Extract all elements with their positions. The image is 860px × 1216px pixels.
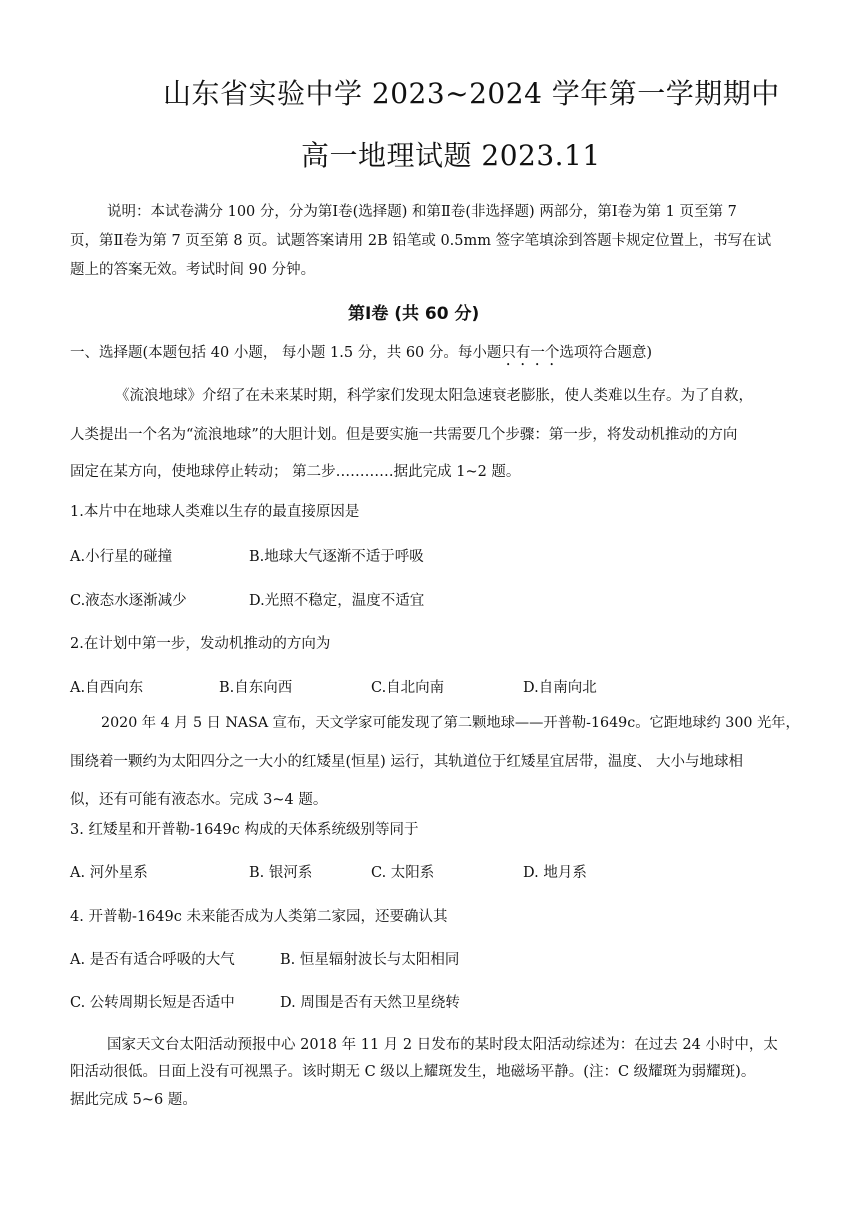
instructions-emphasis: 只有一个 [501,345,560,361]
question-4-stem: 4. 开普勒-1649c 未来能否成为人类第二家园，还要确认其 [70,909,448,925]
intro-line-1: 说明：本试卷满分 100 分，分为第Ⅰ卷(选择题) 和第Ⅱ卷(非选择题) 两部分，第Ⅰ卷为第 1 页至第 7 [107,204,737,220]
passage-3-line-2: 阳活动很低。日面上没有可视黑子。该时期无 C 级以上耀斑发生，地磁场平静。(注：C 级耀斑为弱耀斑)。 [70,1064,756,1080]
question-1-option-a: A.小行星的碰撞 [70,549,173,565]
instructions-pre: 一、选择题(本题包括 40 小题， 每小题 1.5 分，共 60 分。每小题 [70,345,502,361]
instructions-post: 选项符合题意) [559,345,653,361]
passage-1-line-3: 固定在某方向，使地球停止转动； 第二步…………据此完成 1~2 题。 [70,464,521,480]
question-1-option-d: D.光照不稳定，温度不适宜 [249,593,425,609]
intro-line-3: 题上的答案无效。考试时间 90 分钟。 [70,262,316,278]
passage-3-line-1: 国家天文台太阳活动预报中心 2018 年 11 月 2 日发布的某时段太阳活动综述为：在过去 24 小时中，太 [107,1037,778,1053]
question-4-option-c: C. 公转周期长短是否适中 [70,995,235,1011]
question-2-option-b: B.自东向西 [219,680,293,696]
question-1-option-c: C.液态水逐渐减少 [70,593,187,609]
question-2-option-d: D.自南向北 [523,680,597,696]
question-2-stem: 2.在计划中第一步，发动机推动的方向为 [70,636,331,652]
exam-title: 山东省实验中学 2023~2024 学年第一学期期中 [163,77,780,110]
passage-2-line-1: 2020 年 4 月 5 日 NASA 宣布，天文学家可能发现了第二颗地球——开普勒-1649c。它距地球约 300 光年， [101,715,800,731]
intro-line-2: 页，第Ⅱ卷为第 7 页至第 8 页。试题答案请用 2B 铅笔或 0.5mm 签字笔填涂到答题卡规定位置上，书写在试 [70,233,772,249]
question-4-option-b: B. 恒星辐射波长与太阳相同 [280,952,460,968]
question-3-option-c: C. 太阳系 [371,865,435,881]
question-2-option-c: C.自北向南 [371,680,445,696]
question-4-option-d: D. 周围是否有天然卫星绕转 [280,995,460,1011]
question-4-option-a: A. 是否有适合呼吸的大气 [70,952,235,968]
passage-1-line-1: 《流浪地球》介绍了在未来某时期，科学家们发现太阳急速衰老膨胀，使人类难以生存。为了自救， [115,388,753,404]
section-instructions [70,341,652,369]
question-3-option-d: D. 地月系 [523,865,587,881]
passage-1-line-2: 人类提出一个名为“流浪地球”的大胆计划。但是要实施一共需要几个步骤：第一步，将发动机推动的方向 [70,427,738,443]
question-1-stem: 1.本片中在地球人类难以生存的最直接原因是 [70,504,360,520]
section-title: 第Ⅰ卷 (共 60 分) [348,304,480,324]
question-2-option-a: A.自西向东 [70,680,144,696]
question-3-option-b: B. 银河系 [249,865,313,881]
question-3-option-a: A. 河外星系 [70,865,148,881]
passage-2-line-3: 似，还有可能有液态水。完成 3~4 题。 [70,792,328,808]
passage-3-line-3: 据此完成 5~6 题。 [70,1092,197,1108]
exam-subtitle: 高一地理试题 2023.11 [301,139,601,172]
passage-2-line-2: 围绕着一颗约为太阳四分之一大小的红矮星(恒星) 运行，其轨道位于红矮星宜居带，温度、 大小与地球相 [70,754,744,770]
question-3-stem: 3. 红矮星和开普勒-1649c 构成的天体系统级别等同于 [70,822,419,838]
question-1-option-b: B.地球大气逐渐不适于呼吸 [249,549,424,565]
